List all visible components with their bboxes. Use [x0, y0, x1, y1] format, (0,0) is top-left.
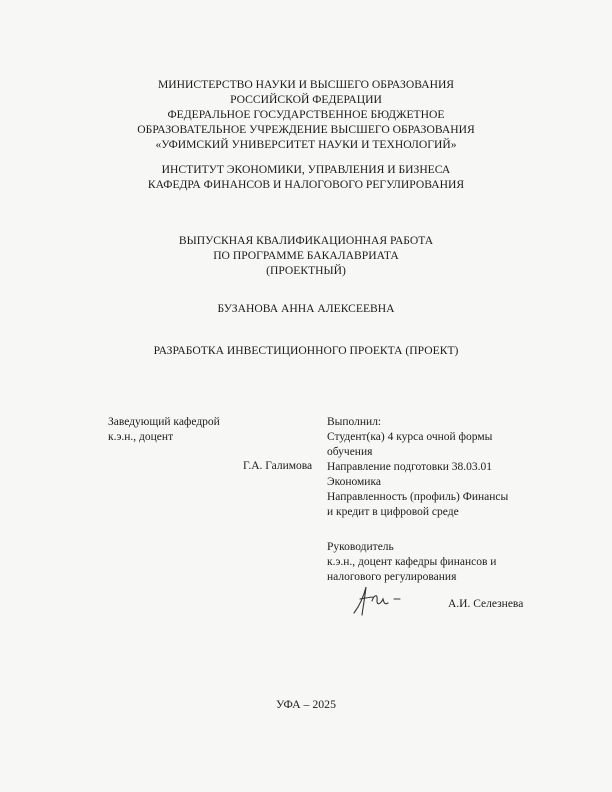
header-line: ОБРАЗОВАТЕЛЬНОЕ УЧРЕЖДЕНИЕ ВЫСШЕГО ОБРАЗОВАНИЯ: [137, 123, 475, 136]
performed-by-block: [327, 415, 537, 520]
supervisor-line: к.э.н., доцент кафедры финансов и: [327, 556, 497, 568]
performed-line: Экономика: [327, 476, 381, 488]
header-line: ФЕДЕРАЛЬНОЕ ГОСУДАРСТВЕННОЕ БЮДЖЕТНОЕ: [167, 108, 445, 121]
city-year: УФА – 2025: [276, 697, 336, 711]
supervisor-line: налогового регулирования: [327, 571, 457, 583]
head-degree: к.э.н., доцент: [108, 431, 174, 443]
head-name: Г.А. Галимова: [243, 460, 313, 472]
institute-block: [0, 162, 612, 192]
supervisor-block: [327, 540, 496, 585]
header-line: «УФИМСКИЙ УНИВЕРСИТЕТ НАУКИ И ТЕХНОЛОГИЙ»: [155, 138, 457, 151]
supervisor-line: Руководитель: [327, 541, 394, 553]
performed-line: и кредит в цифровой среде: [327, 506, 459, 518]
institute-line: ИНСТИТУТ ЭКОНОМИКИ, УПРАВЛЕНИЯ И БИЗНЕСА: [161, 163, 451, 176]
work-type-line: ВЫПУСКНАЯ КВАЛИФИКАЦИОННАЯ РАБОТА: [178, 234, 434, 247]
header-line: МИНИСТЕРСТВО НАУКИ И ВЫСШЕГО ОБРАЗОВАНИЯ: [157, 78, 455, 91]
department-line: КАФЕДРА ФИНАНСОВ И НАЛОГОВОГО РЕГУЛИРОВАНИЯ: [147, 178, 465, 191]
head-of-department-block: [108, 415, 220, 445]
work-type-line: ПО ПРОГРАММЕ БАКАЛАВРИАТА: [213, 249, 399, 262]
ministry-header: [0, 77, 612, 152]
thesis-topic: РАЗРАБОТКА ИНВЕСТИЦИОННОГО ПРОЕКТА (ПРОЕКТ): [153, 344, 459, 357]
supervisor-name: А.И. Селезнева: [448, 598, 524, 610]
work-type-block: [0, 233, 612, 278]
work-type-line: (ПРОЕКТНЫЙ): [266, 264, 346, 277]
head-title: Заведующий кафедрой: [108, 416, 220, 428]
performed-line: Выполнил:: [327, 416, 382, 428]
performed-line: обучения: [327, 446, 373, 458]
header-line: РОССИЙСКОЙ ФЕДЕРАЦИИ: [230, 93, 382, 106]
performed-line: Направленность (профиль) Финансы: [327, 491, 509, 503]
performed-line: Студент(ка) 4 курса очной формы: [327, 431, 493, 443]
author-name: БУЗАНОВА АННА АЛЕКСЕЕВНА: [217, 302, 395, 315]
performed-line: Направление подготовки 38.03.01: [327, 461, 493, 473]
supervisor-signature: [350, 583, 410, 619]
